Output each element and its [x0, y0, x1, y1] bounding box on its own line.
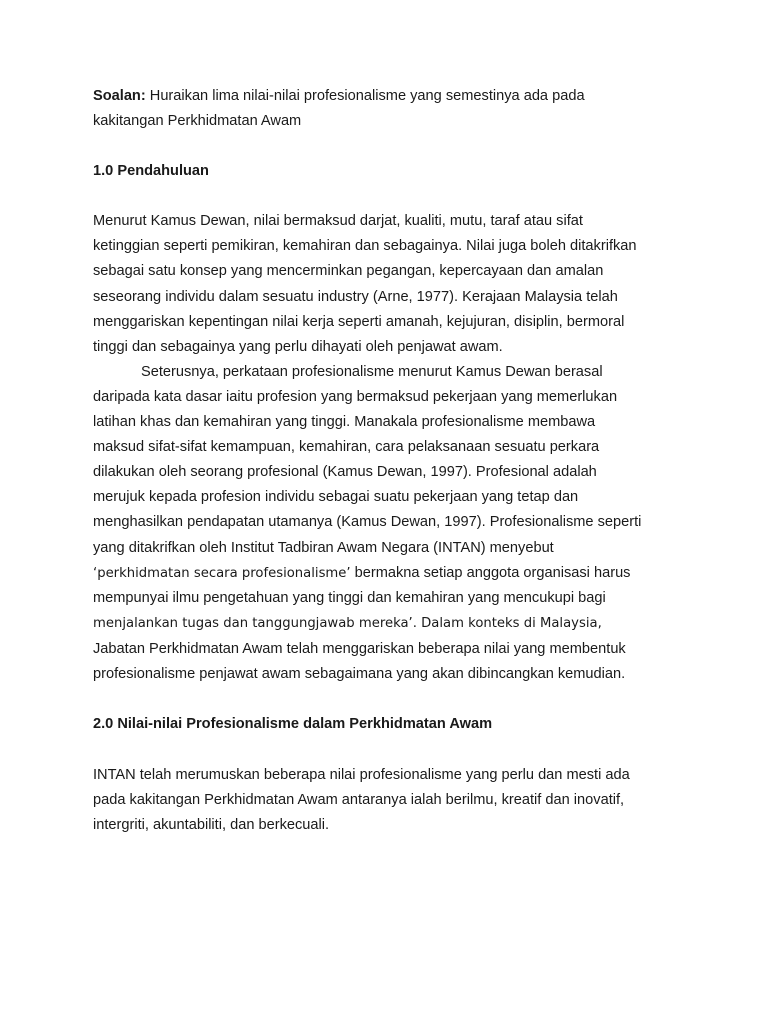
quote-start: ‘perkhidmatan secara profesionalisme’ — [93, 566, 351, 581]
quote-line — [93, 565, 630, 581]
paragraph-line: menggariskan kepentingan nilai kerja seperti amanah, kejujuran, disiplin, bermoral — [93, 314, 625, 330]
paragraph-line: dilakukan oleh seorang profesional (Kamus Dewan, 1997). Profesional adalah — [93, 464, 597, 480]
quote-rest: bermakna setiap anggota organisasi harus — [350, 565, 631, 581]
question-line-2: kakitangan Perkhidmatan Awam — [93, 113, 302, 129]
paragraph-line: merujuk kepada profesion individu sebagai suatu pekerjaan yang tetap dan — [93, 489, 579, 505]
paragraph-line: yang ditakrifkan oleh Institut Tadbiran Awam Negara (INTAN) menyebut — [93, 540, 554, 556]
paragraph-line: seseorang individu dalam sesuatu industry (Arne, 1977). Kerajaan Malaysia telah — [93, 289, 618, 305]
section-1-heading: 1.0 Pendahuluan — [93, 163, 209, 179]
paragraph-line: Jabatan Perkhidmatan Awam telah menggariskan beberapa nilai yang membentuk — [93, 641, 626, 657]
paragraph-line: Menurut Kamus Dewan, nilai bermaksud darjat, kualiti, mutu, taraf atau sifat — [93, 213, 583, 229]
paragraph-line: daripada kata dasar iaitu profesion yang bermaksud pekerjaan yang memerlukan — [93, 389, 618, 405]
paragraph-line: menghasilkan pendapatan utamanya (Kamus Dewan, 1997). Profesionalisme seperti — [93, 514, 642, 530]
paragraph-line: intergriti, akuntabiliti, dan berkecuali. — [93, 817, 330, 833]
paragraph-line: maksud sifat-sifat kemampuan, kemahiran, cara pelaksanaan sesuatu perkara — [93, 439, 600, 455]
quote-end-line: menjalankan tugas dan tanggungjawab mereka’. Dalam konteks di Malaysia, — [93, 616, 602, 631]
paragraph-line: sebagai satu konsep yang mencerminkan pegangan, kepercayaan dan amalan — [93, 263, 604, 279]
paragraph-line: profesionalisme penjawat awam sebagaimana yang akan dibincangkan kemudian. — [93, 666, 626, 682]
question-line-1 — [93, 88, 585, 104]
paragraph-line: Seterusnya, perkataan profesionalisme menurut Kamus Dewan berasal — [141, 364, 603, 380]
paragraph-line: INTAN telah merumuskan beberapa nilai profesionalisme yang perlu dan mesti ada — [93, 767, 630, 783]
section-2-heading: 2.0 Nilai-nilai Profesionalisme dalam Perkhidmatan Awam — [93, 716, 493, 732]
paragraph-line: latihan khas dan kemahiran yang tinggi. Manakala profesionalisme membawa — [93, 414, 596, 430]
paragraph-line: mempunyai ilmu pengetahuan yang tinggi dan kemahiran yang mencukupi bagi — [93, 590, 606, 606]
paragraph-line: tinggi dan sebagainya yang perlu dihayati oleh penjawat awam. — [93, 339, 503, 355]
question-label: Soalan: — [93, 88, 146, 104]
paragraph-line: pada kakitangan Perkhidmatan Awam antaranya ialah berilmu, kreatif dan inovatif, — [93, 792, 625, 808]
question-text: Huraikan lima nilai-nilai profesionalisme yang semestinya ada pada — [145, 88, 585, 104]
paragraph-line: ketinggian seperti pemikiran, kemahiran dan sebagainya. Nilai juga boleh ditakrifkan — [93, 238, 637, 254]
